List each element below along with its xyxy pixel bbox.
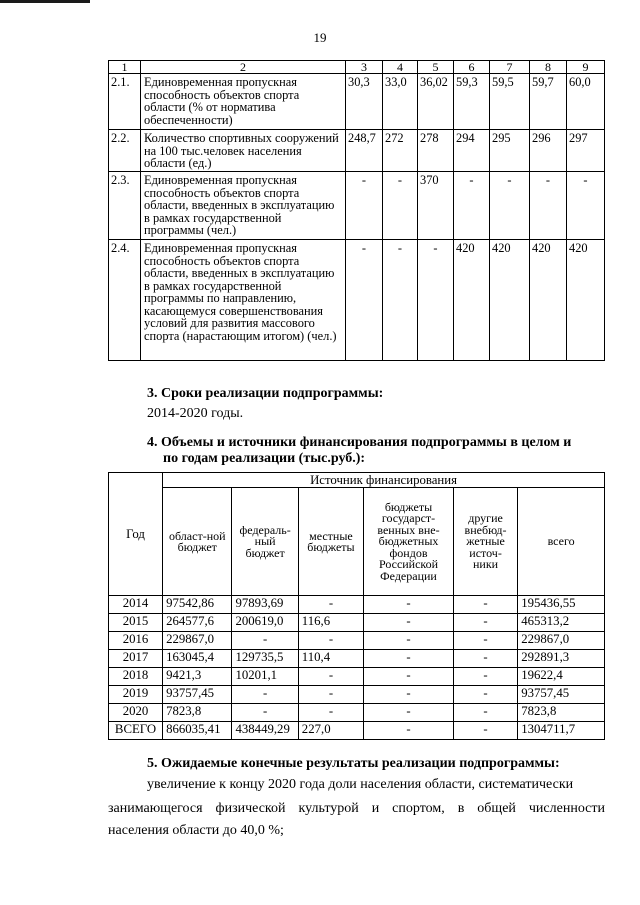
year-cell: 2014 (109, 596, 163, 614)
value-cell: - (346, 240, 383, 361)
table-row (109, 240, 605, 361)
value-cell: - (490, 172, 530, 240)
year-cell: 2020 (109, 704, 163, 722)
value-cell: 295 (490, 130, 530, 172)
table-row (109, 668, 605, 686)
federal-cell: 438449,29 (232, 722, 298, 740)
federal-cell: 97893,69 (232, 596, 298, 614)
value-cell: - (530, 172, 567, 240)
total-cell: 229867,0 (518, 632, 605, 650)
section-5-line2: занимающегося физической культурой и спортом, в общей численности (108, 801, 605, 816)
column-header-other: другие внебюд-жетные источ-ники (453, 488, 517, 596)
page-number: 19 (313, 30, 327, 45)
section-5-line1: увеличение к концу 2020 года доли населения области, систематически (147, 777, 574, 792)
local-cell: - (298, 704, 363, 722)
funds-cell: - (364, 650, 454, 668)
table-row (109, 74, 605, 130)
total-cell: 195436,55 (518, 596, 605, 614)
column-number-3: 3 (346, 61, 383, 74)
oblast-cell: 9421,3 (163, 668, 232, 686)
local-cell: 116,6 (298, 614, 363, 632)
table-row (109, 614, 605, 632)
section-5-heading: 5. Ожидаемые конечные результаты реализации подпрограммы: (147, 756, 560, 771)
funds-cell: - (364, 704, 454, 722)
indicator-name: Единовременная пропускная способность объектов спорта области, введенных в эксплуатацию в рамках государственной программы (чел.) (141, 172, 346, 240)
column-header-funds: бюджеты государст-венных вне-бюджетных фондов Российской Федерации (364, 488, 454, 596)
value-cell: 60,0 (567, 74, 605, 130)
total-cell: 292891,3 (518, 650, 605, 668)
local-cell: 227,0 (298, 722, 363, 740)
federal-cell: 10201,1 (232, 668, 298, 686)
local-cell: - (298, 686, 363, 704)
table-row (109, 704, 605, 722)
column-header-oblast: област-ной бюджет (163, 488, 232, 596)
column-number-1: 1 (109, 61, 141, 74)
total-cell: 7823,8 (518, 704, 605, 722)
value-cell: - (383, 172, 418, 240)
local-cell: - (298, 632, 363, 650)
other-cell: - (453, 650, 517, 668)
table-row (109, 632, 605, 650)
section-4-heading-line2: по годам реализации (тыс.руб.): (163, 451, 366, 466)
funds-cell: - (364, 722, 454, 740)
table-row (109, 130, 605, 172)
value-cell: 278 (418, 130, 454, 172)
indicator-name: Единовременная пропускная способность объектов спорта области, введенных в эксплуатацию в рамках государственной программы по направлению, касающемуся совершенствования условий для развития массового спорта (нарастающим итогом) (чел.) (141, 240, 346, 361)
column-number-9: 9 (567, 61, 605, 74)
table-row (109, 650, 605, 668)
value-cell: 248,7 (346, 130, 383, 172)
year-header: Год (109, 473, 163, 596)
indicators-table (108, 60, 605, 361)
value-cell: 59,3 (454, 74, 490, 130)
local-cell: - (298, 596, 363, 614)
federal-cell: - (232, 686, 298, 704)
section-5-line3: населения области до 40,0 %; (108, 823, 284, 838)
value-cell: 420 (490, 240, 530, 361)
federal-cell: - (232, 704, 298, 722)
local-cell: - (298, 668, 363, 686)
column-header-local: местные бюджеты (298, 488, 363, 596)
year-cell: 2018 (109, 668, 163, 686)
row-number: 2.1. (109, 74, 141, 130)
local-cell: 110,4 (298, 650, 363, 668)
column-number-2: 2 (141, 61, 346, 74)
value-cell: 420 (454, 240, 490, 361)
column-number-8: 8 (530, 61, 567, 74)
section-3-heading: 3. Сроки реализации подпрограммы: (147, 386, 384, 401)
funds-cell: - (364, 686, 454, 704)
oblast-cell: 97542,86 (163, 596, 232, 614)
value-cell: 297 (567, 130, 605, 172)
table-row (109, 172, 605, 240)
oblast-cell: 163045,4 (163, 650, 232, 668)
indicator-name: Единовременная пропускная способность объектов спорта области (% от норматива обеспеченности) (141, 74, 346, 130)
year-cell: 2017 (109, 650, 163, 668)
total-cell: 465313,2 (518, 614, 605, 632)
indicator-name: Количество спортивных сооружений на 100 тыс.человек населения области (ед.) (141, 130, 346, 172)
value-cell: 370 (418, 172, 454, 240)
year-cell: 2019 (109, 686, 163, 704)
financing-table (108, 472, 605, 740)
other-cell: - (453, 614, 517, 632)
other-cell: - (453, 704, 517, 722)
oblast-cell: 93757,45 (163, 686, 232, 704)
table-header-row (109, 61, 605, 74)
other-cell: - (453, 668, 517, 686)
value-cell: 420 (567, 240, 605, 361)
scan-artifact-line (0, 0, 90, 3)
total-cell: 19622,4 (518, 668, 605, 686)
federal-cell: 200619,0 (232, 614, 298, 632)
other-cell: - (453, 722, 517, 740)
column-number-5: 5 (418, 61, 454, 74)
section-3-text: 2014-2020 годы. (147, 406, 244, 421)
oblast-cell: 866035,41 (163, 722, 232, 740)
table-row-total (109, 722, 605, 740)
column-header-federal: федераль-ный бюджет (232, 488, 298, 596)
section-4-heading-line1: 4. Объемы и источники финансирования подпрограммы в целом и (147, 435, 572, 450)
funds-cell: - (364, 596, 454, 614)
value-cell: - (346, 172, 383, 240)
year-cell: ВСЕГО (109, 722, 163, 740)
funds-cell: - (364, 668, 454, 686)
value-cell: 59,7 (530, 74, 567, 130)
column-number-7: 7 (490, 61, 530, 74)
funds-cell: - (364, 614, 454, 632)
value-cell: 59,5 (490, 74, 530, 130)
federal-cell: 129735,5 (232, 650, 298, 668)
value-cell: 272 (383, 130, 418, 172)
table-subheader-row (109, 488, 605, 596)
value-cell: 294 (454, 130, 490, 172)
table-row (109, 686, 605, 704)
total-cell: 93757,45 (518, 686, 605, 704)
funds-cell: - (364, 632, 454, 650)
other-cell: - (453, 596, 517, 614)
value-cell: - (454, 172, 490, 240)
column-number-6: 6 (454, 61, 490, 74)
table-row (109, 596, 605, 614)
row-number: 2.4. (109, 240, 141, 361)
row-number: 2.2. (109, 130, 141, 172)
column-header-total: всего (518, 488, 605, 596)
other-cell: - (453, 686, 517, 704)
year-cell: 2016 (109, 632, 163, 650)
oblast-cell: 264577,6 (163, 614, 232, 632)
value-cell: - (567, 172, 605, 240)
value-cell: 30,3 (346, 74, 383, 130)
value-cell: - (383, 240, 418, 361)
oblast-cell: 229867,0 (163, 632, 232, 650)
sources-header: Источник финансирования (163, 473, 605, 488)
federal-cell: - (232, 632, 298, 650)
value-cell: - (418, 240, 454, 361)
total-cell: 1304711,7 (518, 722, 605, 740)
other-cell: - (453, 632, 517, 650)
value-cell: 296 (530, 130, 567, 172)
oblast-cell: 7823,8 (163, 704, 232, 722)
value-cell: 33,0 (383, 74, 418, 130)
value-cell: 36,02 (418, 74, 454, 130)
value-cell: 420 (530, 240, 567, 361)
year-cell: 2015 (109, 614, 163, 632)
table-header-row (109, 473, 605, 488)
row-number: 2.3. (109, 172, 141, 240)
column-number-4: 4 (383, 61, 418, 74)
